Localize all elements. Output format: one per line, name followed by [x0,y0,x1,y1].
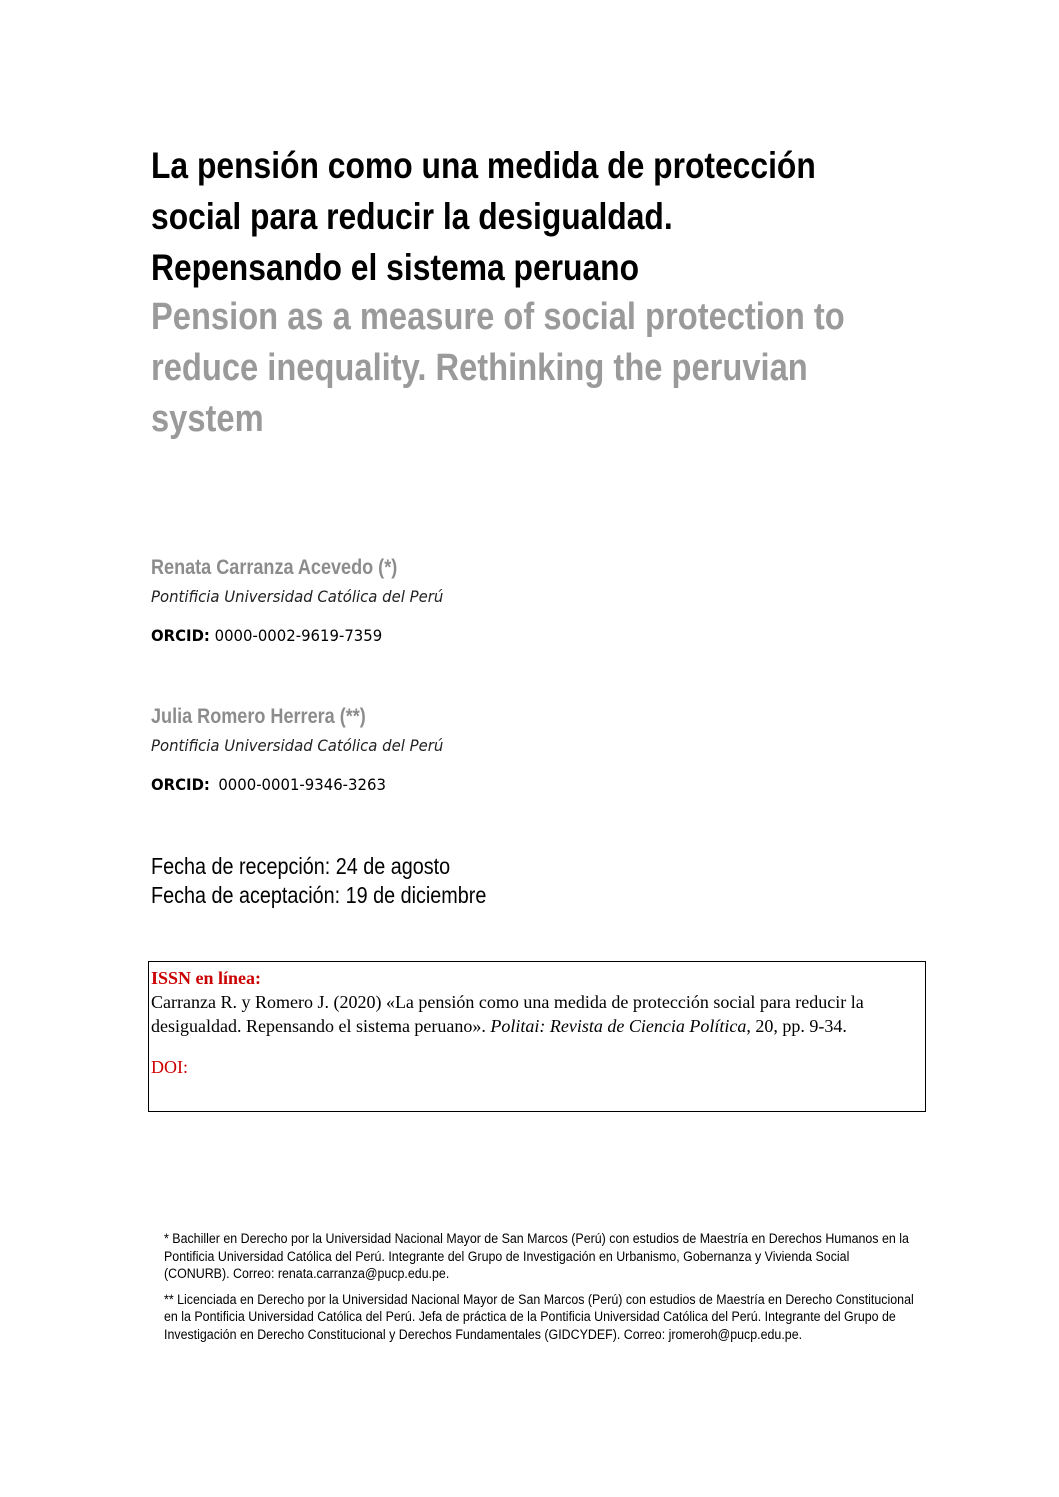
citation-box [148,961,926,1112]
author-orcid [151,626,382,645]
issn-label: ISSN en línea: [151,968,262,988]
title-spanish-line: social para reducir la desigualdad. [151,196,673,237]
title-english-line: reduce inequality. Rethinking the peruvian [151,347,808,389]
citation-text-before: Carranza R. y Romero J. (2020) «La pensión como una medida de protección social para reducir la desigualdad. Repensando el sistema peruano». [151,992,864,1036]
orcid-label: ORCID: [151,626,210,645]
submission-dates [151,852,486,910]
title-spanish [151,140,856,293]
date-accepted: Fecha de aceptación: 19 de diciembre [151,882,487,908]
orcid-link[interactable]: 0000-0002-9619-7359 [214,626,383,645]
title-english-line: Pension as a measure of social protection to [151,296,845,338]
author-name: Renata Carranza Acevedo (*) [151,556,398,579]
citation-text-after: , 20, pp. 9-34. [746,1016,847,1036]
orcid-label: ORCID: [151,775,210,794]
author-name: Julia Romero Herrera (**) [151,705,366,728]
footnote: ** Licenciada en Derecho por la Universidad Nacional Mayor de San Marcos (Perú) con estudios de Maestría en Derecho Constitucional en la Pontificia Universidad Católica del Perú. Jefa de práctica de la Pontificia Universidad Católica del Perú. Integrante del Grupo de Investigación en Derecho Constitucional y Derechos Fundamentales (GIDCYDEF). Correo: jromeroh@pucp.edu.pe. [164,1291,914,1342]
orcid-link[interactable]: 0000-0001-9346-3263 [218,775,386,794]
author-orcid [151,775,386,794]
doi-label: DOI: [151,1057,188,1077]
footnotes [164,1230,924,1351]
footnote: * Bachiller en Derecho por la Universidad Nacional Mayor de San Marcos (Perú) con estudios de Maestría en Derechos Humanos en la Pontificia Universidad Católica del Perú. Integrante del Grupo de Investigación en Urbanismo, Gobernanza y Vivienda Social (CONURB). Correo: renata.carranza@pucp.edu.pe. [164,1231,909,1281]
journal-name: Politai: Revista de Ciencia Política [490,1016,747,1036]
title-english [151,292,891,445]
title-spanish-line: Repensando el sistema peruano [151,247,640,288]
date-received: Fecha de recepción: 24 de agosto [151,853,451,879]
citation-content [151,966,921,1079]
title-english-line: system [151,398,264,440]
author-affiliation: Pontificia Universidad Católica del Perú [151,587,444,606]
author-affiliation: Pontificia Universidad Católica del Perú [151,736,444,755]
title-spanish-line: La pensión como una medida de protección [151,145,816,186]
citation-text [151,990,921,1038]
